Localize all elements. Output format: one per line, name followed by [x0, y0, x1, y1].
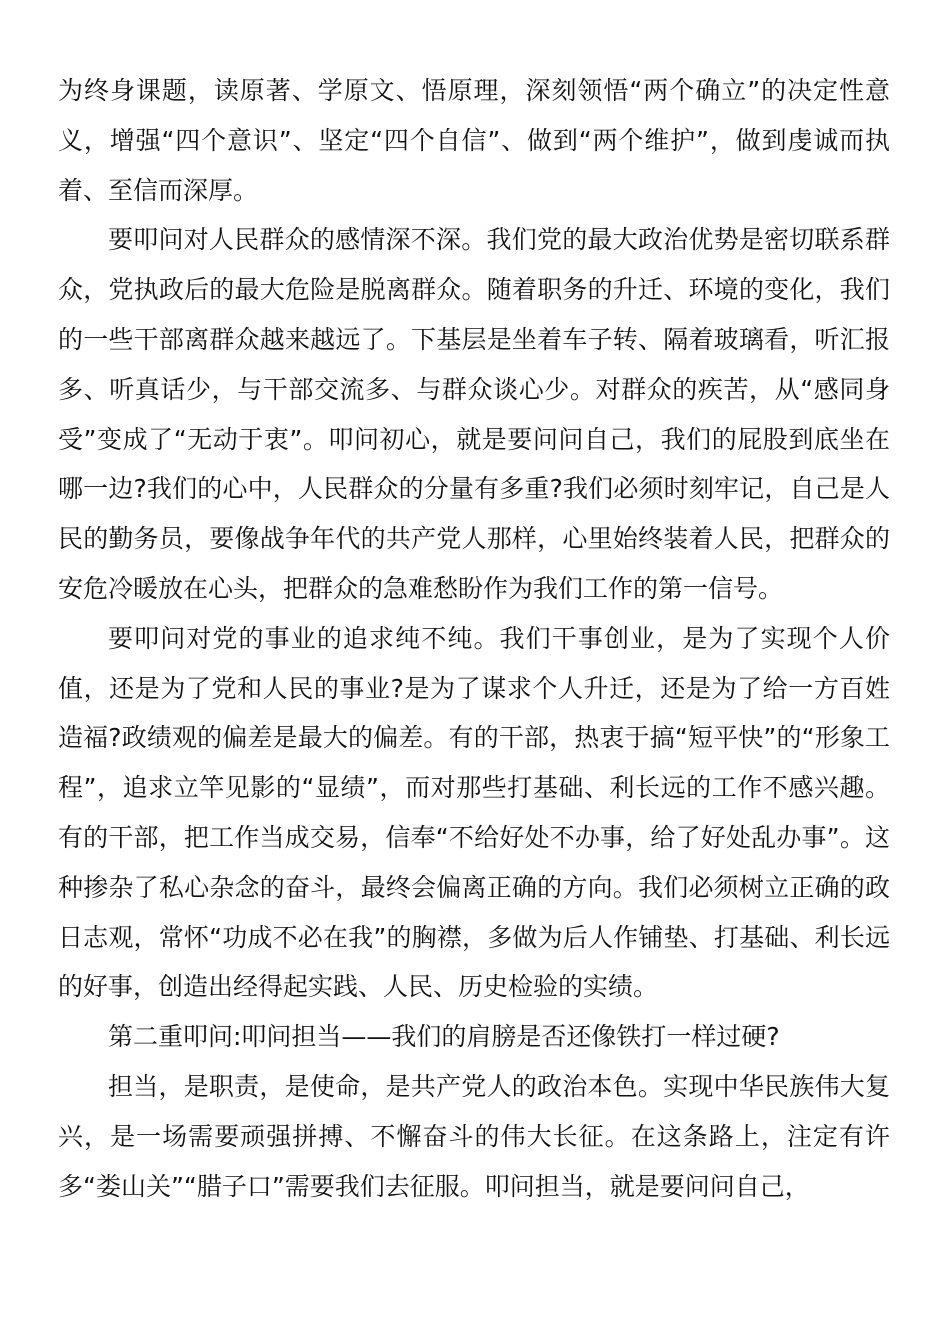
paragraph-people-feelings: 要叩问对人民群众的感情深不深。我们党的最大政治优势是密切联系群众，党执政后的最大危险是脱离群众。随着职务的升迁、环境的变化，我们的一些干部离群众越来越远了。下基层是坐着车子转、隔着玻璃看，听汇报多、听真话少，与干部交流多、与群众谈心少。对群众的疾苦，从“感同身受”变成了“无动于衷”。叩问初心，就是要问问自己，我们的屁股到底坐在哪一边?我们的心中，人民群众的分量有多重?我们必须时刻牢记，自己是人民的勤务员，要像战争年代的共产党人那样，心里始终装着人民，把群众的安危冷暖放在心头，把群众的急难愁盼作为我们工作的第一信号。 [58, 225, 890, 603]
section-heading-second-question: 第二重叩问:叩问担当——我们的肩膀是否还像铁打一样过硬? [108, 1022, 780, 1052]
paragraph-continuation: 为终身课题，读原著、学原文、悟原理，深刻领悟“两个确立”的决定性意义，增强“四个意识”、坚定“四个自信”、做到“两个维护”，做到虔诚而执着、至信而深厚。 [58, 76, 890, 205]
document-body [58, 66, 890, 1211]
paragraph-party-cause: 要叩问对党的事业的追求纯不纯。我们干事创业，是为了实现个人价值，还是为了党和人民的事业?是为了谋求个人升迁，还是为了给一方百姓造福?政绩观的偏差是最大的偏差。有的干部，热衷于搞“短平快”的“形象工程”，追求立竿见影的“显绩”，而对那些打基础、利长远的工作不感兴趣。有的干部，把工作当成交易，信奉“不给好处不办事，给了好处乱办事”。这种掺杂了私心杂念的奋斗，最终会偏离正确的方向。我们必须树立正确的政日志观，常怀“功成不必在我”的胸襟，多做为后人作铺垫、打基础、利长远的好事，创造出经得起实践、人民、历史检验的实绩。 [58, 623, 890, 1002]
paragraph-responsibility: 担当，是职责，是使命，是共产党人的政治本色。实现中华民族伟大复兴，是一场需要顽强拼搏、不懈奋斗的伟大长征。在这条路上，注定有许多“娄山关”“腊子口”需要我们去征服。叩问担当，就是要问问自己， [58, 1071, 890, 1201]
